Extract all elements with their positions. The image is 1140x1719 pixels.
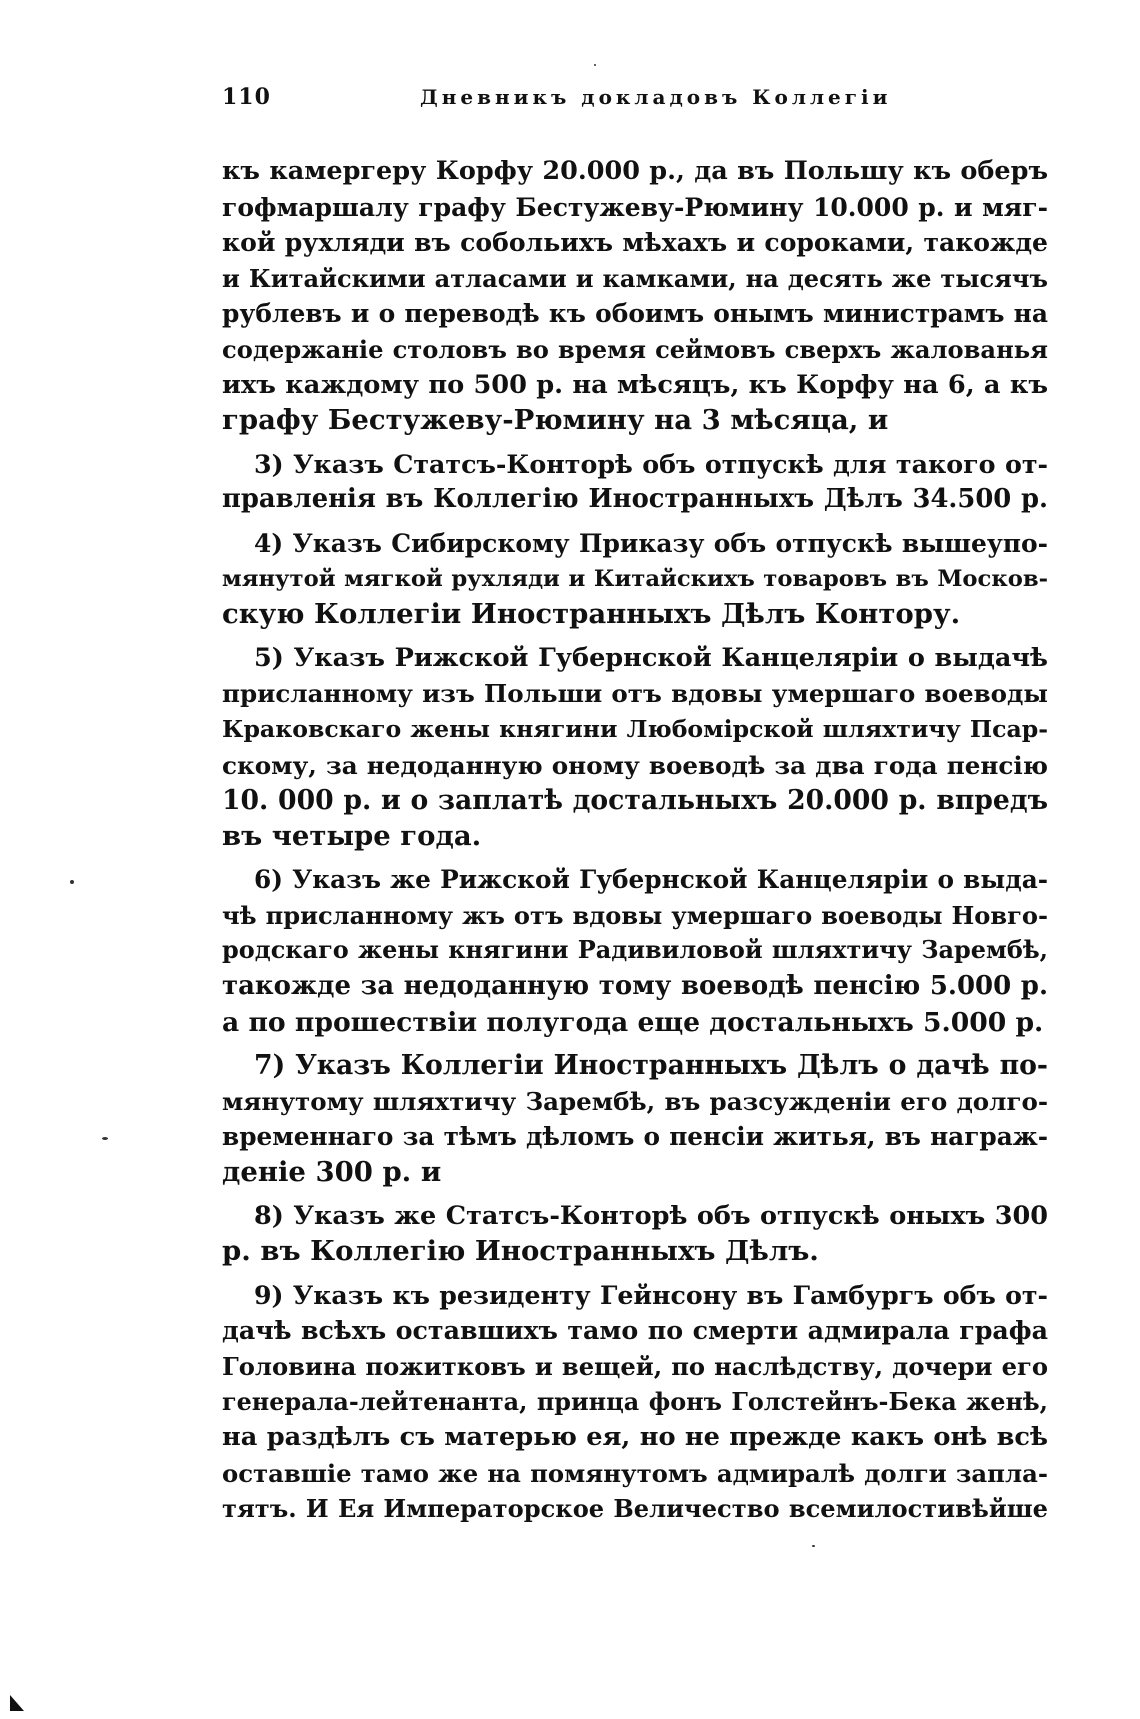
- text-line: 7) Указъ Коллегіи Иностранныхъ Дѣлъ о дачѣ по-: [254, 1050, 1048, 1082]
- text-line: и Китайскими атласами и камками, на десять же тысячъ: [222, 263, 1048, 293]
- paragraph: [222, 447, 1048, 518]
- text-line: деніе 300 р. и: [222, 1156, 442, 1189]
- text-line: рублевъ и о переводѣ къ обоимъ онымъ министрамъ на: [222, 299, 1048, 329]
- book-page: [222, 84, 1048, 1527]
- text-line: присланному изъ Польши отъ вдовы умершаго воеводы: [222, 679, 1048, 709]
- text-line: ихъ каждому по 500 р. на мѣсяцъ, къ Корфу на 6, а къ: [222, 369, 1048, 400]
- paragraph: [222, 154, 1048, 439]
- text-line: правленія въ Коллегію Иностранныхъ Дѣлъ 34.500 р.: [222, 484, 1048, 515]
- text-line: къ камергеру Корфу 20.000 р., да въ Польшу къ оберъ: [222, 156, 1048, 186]
- paragraph: [222, 1278, 1048, 1527]
- text-line: родскаго жены княгини Радивиловой шляхтичу Зарембѣ,: [222, 936, 1048, 965]
- paragraph: [222, 526, 1048, 633]
- text-line: 9) Указъ къ резиденту Гейнсону въ Гамбургъ объ от-: [254, 1279, 1048, 1310]
- text-line: а по прошествіи полугода еще достальныхъ 5.000 р.: [222, 1006, 1044, 1038]
- text-line: на раздѣлъ съ матерью ея, но не прежде какъ онѣ всѣ: [222, 1422, 1048, 1453]
- text-line: мянутому шляхтичу Зарембѣ, въ разсужденіи его долго-: [222, 1086, 1048, 1116]
- scan-speck: [812, 1545, 815, 1547]
- text-line: временнаго за тѣмъ дѣломъ о пенсіи житья, въ награж-: [222, 1122, 1048, 1152]
- text-line: графу Бестужеву-Рюмину на 3 мѣсяца, и: [222, 404, 889, 437]
- paragraph: [222, 1048, 1048, 1190]
- text-line: въ четыре года.: [222, 819, 482, 852]
- text-line: дачѣ всѣхъ оставшихъ тамо по смерти адмирала графа: [222, 1315, 1048, 1346]
- text-line: такожде за недоданную тому воеводѣ пенсію 5.000 р.: [222, 971, 1048, 1002]
- text-line: генерала-лейтенанта, принца фонъ Голстейнъ-Бека женѣ,: [222, 1387, 1048, 1416]
- paragraph: [222, 1199, 1048, 1270]
- text-line: мянутой мягкой рухляди и Китайскихъ товаровъ въ Москов-: [222, 565, 1048, 592]
- text-line: кой рухляди въ собольихъ мѣхахъ и сороками, такожде: [222, 227, 1048, 258]
- running-head: Дневникъ докладовъ Коллегіи: [420, 85, 892, 109]
- text-line: скому, за недоданную оному воеводѣ за два года пенсію: [222, 750, 1048, 780]
- paragraph: [222, 641, 1048, 855]
- text-line: содержаніе столовъ во время сеймовъ сверхъ жалованья: [222, 334, 1048, 364]
- text-line: 6) Указъ же Рижской Губернской Канцеляріи о выда-: [254, 865, 1048, 895]
- text-line: 3) Указъ Статсъ-Конторѣ объ отпускѣ для такого от-: [254, 448, 1048, 479]
- text-line: скую Коллегіи Иностранныхъ Дѣлъ Контору.: [222, 598, 961, 631]
- text-line: тятъ. И Ея Императорское Величество всемилостивѣйше: [222, 1494, 1048, 1524]
- text-line: чѣ присланному жъ отъ вдовы умершаго воеводы Новго-: [222, 900, 1048, 930]
- text-line: 10. 000 р. и о заплатѣ достальныхъ 20.000 р. впредъ: [222, 785, 1048, 817]
- text-line: оставшіе тамо же на помянутомъ адмиралѣ долги запла-: [222, 1458, 1048, 1488]
- body-text: [222, 154, 1048, 1527]
- text-line: 8) Указъ же Статсъ-Конторѣ объ отпускѣ оныхъ 300: [254, 1200, 1048, 1231]
- scan-speck: [70, 880, 74, 884]
- scan-speck: [594, 64, 596, 66]
- text-line: 4) Указъ Сибирскому Приказу объ отпускѣ вышеупо-: [254, 528, 1048, 558]
- text-line: гофмаршалу графу Бестужеву-Рюмину 10.000 р. и мяг-: [222, 191, 1048, 222]
- text-line: Головина пожитковъ и вещей, по наслѣдству, дочери его: [222, 1352, 1048, 1381]
- paragraph: [222, 862, 1048, 1040]
- text-line: р. въ Коллегію Иностранныхъ Дѣлъ.: [222, 1235, 819, 1268]
- page-header: [222, 84, 1048, 124]
- text-line: 5) Указъ Рижской Губернской Канцеляріи о выдачѣ: [254, 642, 1048, 673]
- scan-corner-mark: [10, 1695, 24, 1711]
- text-line: Краковскаго жены княгини Любомірской шляхтичу Псар-: [222, 714, 1048, 743]
- page-number: 110: [222, 84, 271, 110]
- scan-speck: [102, 1137, 108, 1140]
